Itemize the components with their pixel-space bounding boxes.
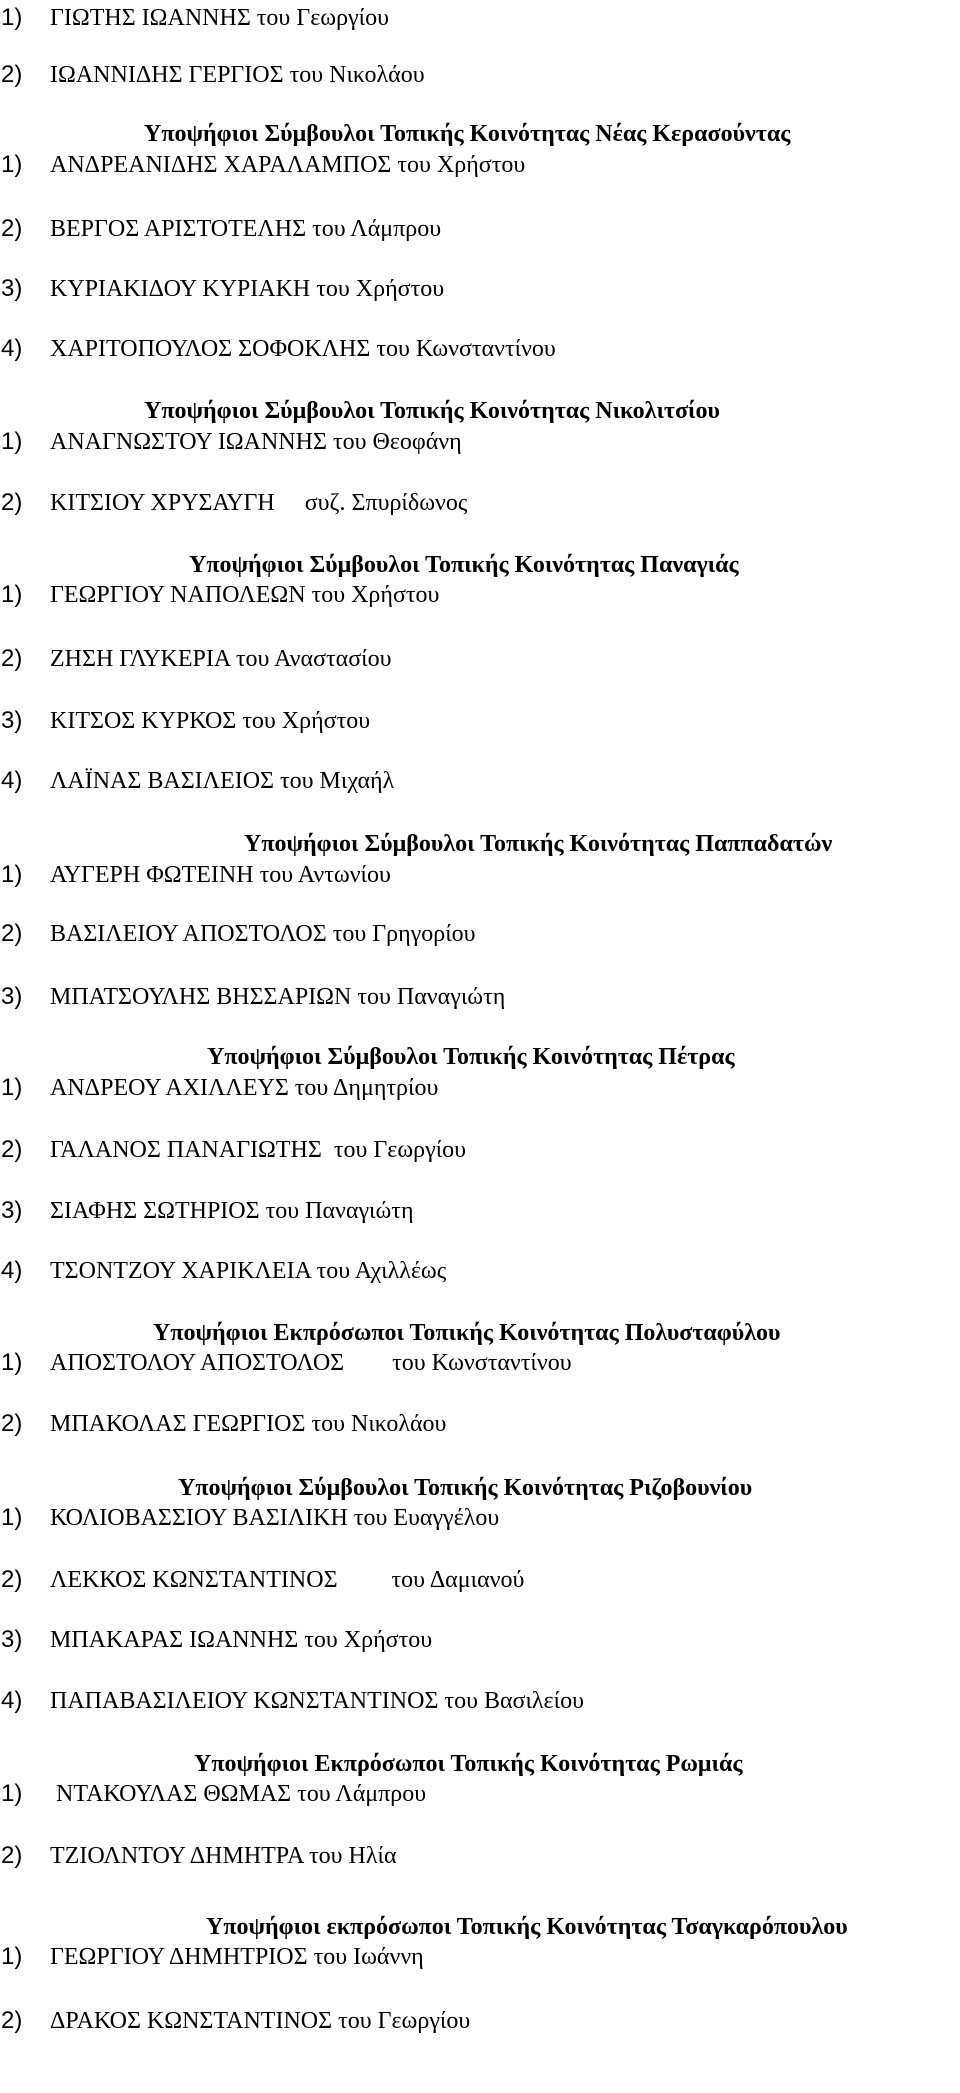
section-heading: Υποψήφιοι Εκπρόσωποι Τοπικής Κοινότητας Πολυσταφύλου <box>153 1320 781 1346</box>
candidate-name: ΑΥΓΕΡΗ ΦΩΤΕΙΝΗ του Αντωνίου <box>50 862 391 888</box>
candidate-name: ΛΑΪΝΑΣ ΒΑΣΙΛΕΙΟΣ του Μιχαήλ <box>50 768 395 794</box>
candidate-entry <box>0 424 462 460</box>
entry-number: 4) <box>1 1257 23 1284</box>
entry-number: 4) <box>1 335 23 362</box>
candidate-name: ΑΝΑΓΝΩΣΤΟΥ ΙΩΑΝΝΗΣ του Θεοφάνη <box>50 429 462 455</box>
candidate-entry <box>0 763 394 799</box>
candidate-entry <box>0 2003 470 2039</box>
candidate-name: ΜΠΑΚΑΡΑΣ ΙΩΑΝΝΗΣ του Χρήστου <box>50 1627 433 1653</box>
candidate-entry <box>0 485 467 521</box>
entry-number: 1) <box>1 1504 23 1531</box>
candidate-name: ΔΡΑΚΟΣ ΚΩΝΣΤΑΝΤΙΝΟΣ του Γεωργίου <box>50 2008 471 2034</box>
candidate-name: ΙΩΑΝΝΙΔΗΣ ΓΕΡΓΙΟΣ του Νικολάου <box>50 62 425 88</box>
entry-number: 1) <box>1 581 23 608</box>
entry-number: 2) <box>1 1410 23 1437</box>
candidate-entry <box>0 979 505 1015</box>
entry-number: 4) <box>1 767 23 794</box>
candidate-entry <box>0 271 444 307</box>
candidate-name: ΜΠΑΤΣΟΥΛΗΣ ΒΗΣΣΑΡΙΩΝ του Παναγιώτη <box>50 984 506 1010</box>
entry-number: 2) <box>1 1842 23 1869</box>
entry-number: 3) <box>1 983 23 1010</box>
candidate-name: ΓΕΩΡΓΙΟΥ ΝΑΠΟΛΕΩΝ του Χρήστου <box>50 582 440 608</box>
candidate-name: ΜΠΑΚΟΛΑΣ ΓΕΩΡΓΙΟΣ του Νικολάου <box>50 1411 447 1437</box>
entry-number: 2) <box>1 920 23 947</box>
candidate-name: ΝΤΑΚΟΥΛΑΣ ΘΩΜΑΣ του Λάμπρου <box>50 1781 427 1807</box>
candidate-name: ΚΙΤΣΙΟΥ ΧΡΥΣΑΥΓΗ συζ. Σπυρίδωνος <box>50 490 468 516</box>
section-heading: Υποψήφιοι Σύμβουλοι Τοπικής Κοινότητας Παππαδατών <box>244 831 833 857</box>
section-heading: Υποψήφιοι Εκπρόσωποι Τοπικής Κοινότητας Ρωμιάς <box>194 1751 743 1777</box>
section-heading: Υποψήφιοι Σύμβουλοι Τοπικής Κοινότητας Ριζοβουνίου <box>178 1475 753 1501</box>
candidate-entry <box>0 1776 426 1812</box>
candidate-entry <box>0 1406 446 1442</box>
candidate-name: ΒΕΡΓΟΣ ΑΡΙΣΤΟΤΕΛΗΣ του Λάμπρου <box>50 216 442 242</box>
entry-number: 2) <box>1 61 23 88</box>
section-heading: Υποψήφιοι Σύμβουλοι Τοπικής Κοινότητας Παναγιάς <box>189 552 739 578</box>
candidate-entry <box>0 577 439 613</box>
candidate-entry <box>0 1500 499 1536</box>
candidate-name: ΓΕΩΡΓΙΟΥ ΔΗΜΗΤΡΙΟΣ του Ιωάννη <box>50 1944 424 1970</box>
candidate-entry <box>0 331 556 367</box>
entry-number: 2) <box>1 645 23 672</box>
entry-number: 3) <box>1 275 23 302</box>
candidate-entry <box>0 57 425 93</box>
section-heading: Υποψήφιοι εκπρόσωποι Τοπικής Κοινότητας Τσαγκαρόπουλου <box>206 1914 848 1940</box>
section-heading: Υποψήφιοι Σύμβουλοι Τοπικής Κοινότητας Νικολιτσίου <box>144 398 720 424</box>
candidate-entry <box>0 703 370 739</box>
candidate-name: ΑΠΟΣΤΟΛΟΥ ΑΠΟΣΤΟΛΟΣ του Κωνσταντίνου <box>50 1350 572 1376</box>
entry-number: 2) <box>1 1566 23 1593</box>
candidate-entry <box>0 1193 414 1229</box>
entry-number: 3) <box>1 707 23 734</box>
candidate-entry <box>0 1253 446 1289</box>
entry-number: 1) <box>1 4 23 31</box>
section-heading: Υποψήφιοι Σύμβουλοι Τοπικής Κοινότητας Νέας Κερασούντας <box>144 121 791 147</box>
entry-number: 3) <box>1 1197 23 1224</box>
candidate-entry <box>0 916 476 952</box>
candidate-entry <box>0 1683 584 1719</box>
candidate-entry <box>0 1562 524 1598</box>
candidate-name: ΣΙΑΦΗΣ ΣΩΤΗΡΙΟΣ του Παναγιώτη <box>50 1198 414 1224</box>
entry-number: 2) <box>1 2007 23 2034</box>
candidate-name: ΚΙΤΣΟΣ ΚΥΡΚΟΣ του Χρήστου <box>50 708 371 734</box>
entry-number: 2) <box>1 215 23 242</box>
candidate-name: ΖΗΣΗ ΓΛΥΚΕΡΙΑ του Αναστασίου <box>50 646 392 672</box>
candidate-name: ΤΖΙΟΛΝΤΟΥ ΔΗΜΗΤΡΑ του Ηλία <box>50 1843 397 1869</box>
candidate-entry <box>0 1132 466 1168</box>
candidate-name: ΠΑΠΑΒΑΣΙΛΕΙΟΥ ΚΩΝΣΤΑΝΤΙΝΟΣ του Βασιλείου <box>50 1688 584 1714</box>
entry-number: 2) <box>1 1136 23 1163</box>
candidate-name: ΚΥΡΙΑΚΙΔΟΥ ΚΥΡΙΑΚΗ του Χρήστου <box>50 276 445 302</box>
entry-number: 4) <box>1 1687 23 1714</box>
candidate-entry <box>0 0 389 36</box>
candidate-name: ΚΟΛΙΟΒΑΣΣΙΟΥ ΒΑΣΙΛΙΚΗ του Ευαγγέλου <box>50 1505 500 1531</box>
candidate-entry <box>0 641 392 677</box>
entry-number: 1) <box>1 1074 23 1101</box>
candidate-entry <box>0 1838 397 1874</box>
candidate-name: ΒΑΣΙΛΕΙΟΥ ΑΠΟΣΤΟΛΟΣ του Γρηγορίου <box>50 921 476 947</box>
entry-number: 1) <box>1 1349 23 1376</box>
candidate-entry <box>0 1622 432 1658</box>
candidate-entry <box>0 857 391 893</box>
candidate-name: ΓΑΛΑΝΟΣ ΠΑΝΑΓΙΩΤΗΣ του Γεωργίου <box>50 1137 467 1163</box>
candidate-entry <box>0 1345 572 1381</box>
candidate-name: ΓΙΩΤΗΣ ΙΩΑΝΝΗΣ του Γεωργίου <box>50 5 389 31</box>
entry-number: 1) <box>1 1780 23 1807</box>
candidate-entry <box>0 1070 438 1106</box>
candidate-entry <box>0 1939 424 1975</box>
candidate-name: ΛΕΚΚΟΣ ΚΩΝΣΤΑΝΤΙΝΟΣ του Δαμιανού <box>50 1567 525 1593</box>
entry-number: 1) <box>1 861 23 888</box>
entry-number: 1) <box>1 428 23 455</box>
entry-number: 2) <box>1 489 23 516</box>
candidate-name: ΑΝΔΡΕΟΥ ΑΧΙΛΛΕΥΣ του Δημητρίου <box>50 1075 439 1101</box>
candidate-name: ΤΣΟΝΤΖΟΥ ΧΑΡΙΚΛΕΙΑ του Αχιλλέως <box>50 1258 447 1284</box>
candidate-entry <box>0 211 441 247</box>
entry-number: 3) <box>1 1626 23 1653</box>
entry-number: 1) <box>1 1943 23 1970</box>
entry-number: 1) <box>1 151 23 178</box>
candidate-name: ΑΝΔΡΕΑΝΙΔΗΣ ΧΑΡΑΛΑΜΠΟΣ του Χρήστου <box>50 152 526 178</box>
section-heading: Υποψήφιοι Σύμβουλοι Τοπικής Κοινότητας Πέτρας <box>207 1044 735 1070</box>
candidate-name: ΧΑΡΙΤΟΠΟΥΛΟΣ ΣΟΦΟΚΛΗΣ του Κωνσταντίνου <box>50 336 556 362</box>
candidate-entry <box>0 147 525 183</box>
